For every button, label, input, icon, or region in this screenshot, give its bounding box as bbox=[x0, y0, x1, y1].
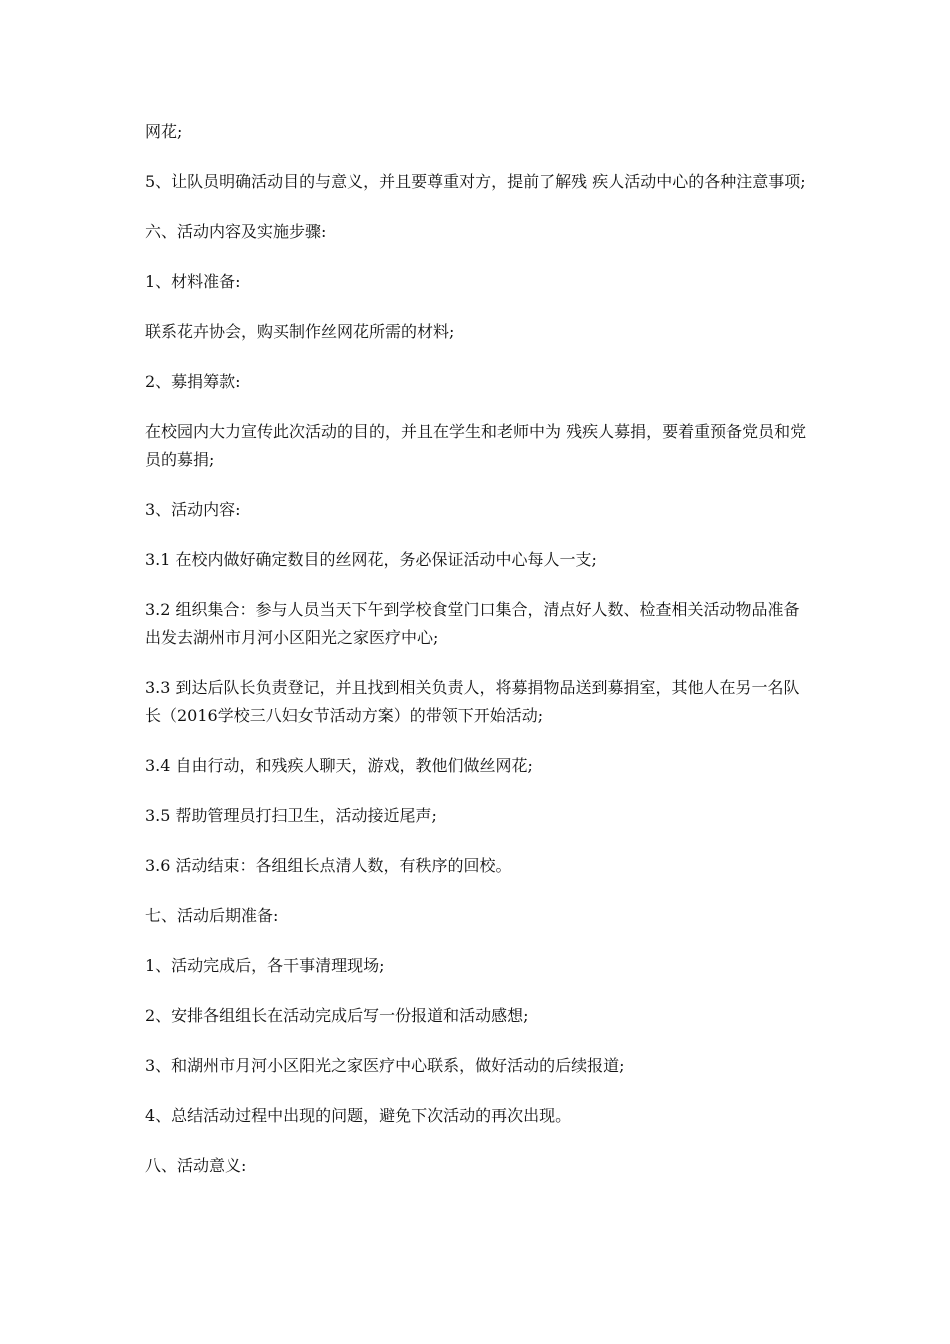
paragraph-fundraising: 在校园内大力宣传此次活动的目的，并且在学生和老师中为 残疾人募捐，要着重预备党员和党员的募捐; bbox=[145, 422, 807, 469]
paragraph-step-3-1: 3.1 在校内做好确定数目的丝网花，务必保证活动中心每人一支; bbox=[145, 550, 597, 569]
paragraph-step-3-6: 3.6 活动结束：各组组长点清人数，有秩序的回校。 bbox=[145, 856, 512, 875]
paragraph-step-3-4: 3.4 自由行动，和残疾人聊天，游戏，教他们做丝网花; bbox=[145, 756, 533, 775]
paragraph-step-3-2: 3.2 组织集合：参与人员当天下午到学校食堂门口集合，清点好人数、检查相关活动物品准备出发去湖州市月河小区阳光之家医疗中心; bbox=[145, 600, 800, 647]
document-body bbox=[145, 118, 815, 1202]
paragraph-post-1: 1、活动完成后，各干事清理现场; bbox=[145, 956, 385, 975]
paragraph-step-3-3: 3.3 到达后队长负责登记，并且找到相关负责人，将募捐物品送到募捐室，其他人在另一名队长（2016学校三八妇女节活动方案）的带领下开始活动; bbox=[145, 678, 800, 725]
paragraph-materials: 联系花卉协会，购买制作丝网花所需的材料; bbox=[145, 322, 455, 341]
subheading-activity-content: 3、活动内容: bbox=[145, 500, 241, 519]
section-heading-8: 八、活动意义: bbox=[145, 1156, 247, 1175]
paragraph-post-2: 2、安排各组组长在活动完成后写一份报道和活动感想; bbox=[145, 1006, 529, 1025]
subheading-materials: 1、材料准备: bbox=[145, 272, 241, 291]
subheading-fundraising: 2、募捐筹款: bbox=[145, 372, 241, 391]
paragraph-post-3: 3、和湖州市月河小区阳光之家医疗中心联系，做好活动的后续报道; bbox=[145, 1056, 625, 1075]
paragraph-continuation: 网花; bbox=[145, 122, 183, 141]
paragraph-post-4: 4、总结活动过程中出现的问题，避免下次活动的再次出现。 bbox=[145, 1106, 572, 1125]
section-heading-6: 六、活动内容及实施步骤: bbox=[145, 222, 327, 241]
paragraph-item-5: 5、让队员明确活动目的与意义，并且要尊重对方，提前了解残 疾人活动中心的各种注意事项; bbox=[145, 172, 806, 191]
section-heading-7: 七、活动后期准备: bbox=[145, 906, 279, 925]
paragraph-step-3-5: 3.5 帮助管理员打扫卫生，活动接近尾声; bbox=[145, 806, 437, 825]
